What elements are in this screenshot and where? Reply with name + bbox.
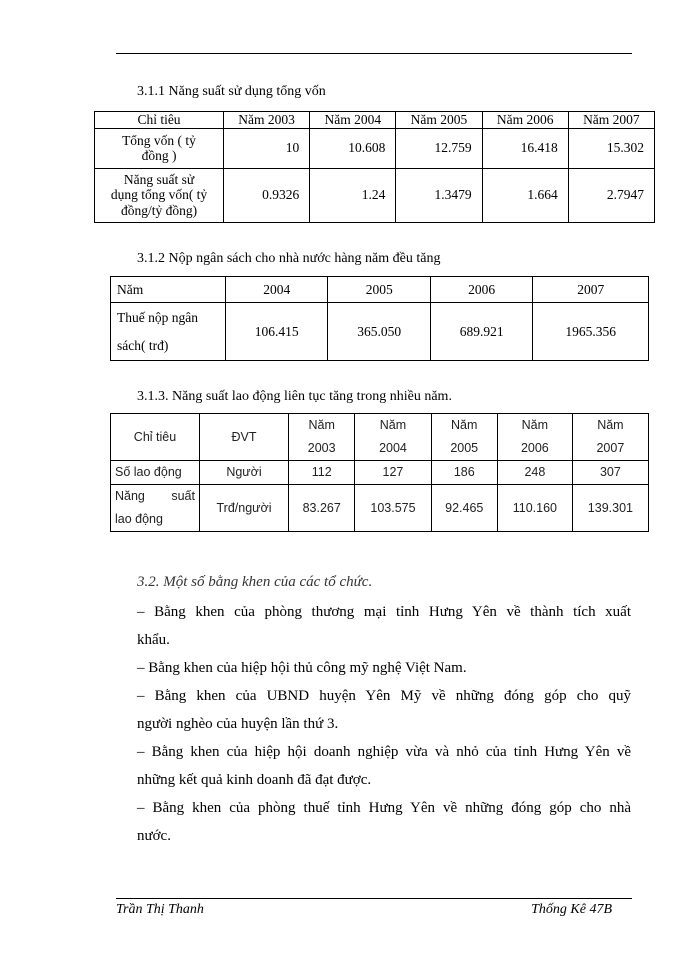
- list-item-line: – Bằng khen của hiệp hội doanh nghiệp vừa và nhỏ của tỉnh Hưng Yên về: [137, 744, 631, 760]
- header-cell: Chỉ tiêu: [95, 112, 224, 129]
- awards-list: [137, 598, 631, 850]
- table-cell: 139.301: [572, 485, 648, 532]
- row-label-word: suất: [171, 489, 195, 503]
- list-item: [137, 598, 631, 654]
- table-row: [111, 303, 649, 361]
- header-line: Năm: [521, 418, 549, 432]
- table-cell: 103.575: [355, 485, 431, 532]
- header-cell: [289, 414, 355, 461]
- table-row: [95, 168, 655, 222]
- list-item-line: nước.: [137, 828, 171, 844]
- header-cell: 2006: [430, 277, 532, 303]
- list-item-line: – Bằng khen của phòng thuế tỉnh Hưng Yên về những đóng góp cho nhà: [137, 800, 631, 816]
- section-heading-3-1-2: 3.1.2 Nộp ngân sách cho nhà nước hàng năm đều tăng: [137, 251, 441, 266]
- section-heading-3-1-3: 3.1.3. Năng suất lao động liên tục tăng trong nhiều năm.: [137, 389, 452, 404]
- list-item-line: khẩu.: [137, 632, 170, 648]
- capital-productivity-table: [94, 111, 655, 223]
- table-header-row: [111, 414, 649, 461]
- footer-author: Trần Thị Thanh: [116, 902, 204, 917]
- table-cell: 10: [224, 128, 310, 168]
- row-label: [95, 168, 224, 222]
- row-label: Số lao động: [111, 461, 200, 485]
- list-item: [137, 654, 631, 682]
- header-cell: 2004: [226, 277, 328, 303]
- header-rule: [116, 53, 632, 54]
- row-label-line: lao động: [115, 512, 163, 526]
- header-cell: ĐVT: [200, 414, 289, 461]
- section-heading-3-2: 3.2. Một số bằng khen của các tổ chức.: [137, 574, 373, 590]
- header-cell: [355, 414, 431, 461]
- table-cell-unit: Trđ/người: [200, 485, 289, 532]
- list-item: [137, 682, 631, 738]
- row-label-word: Năng: [115, 489, 145, 503]
- row-label-line: Năng suất sử: [123, 171, 195, 187]
- list-item-line: những kết quả kinh doanh đã đạt được.: [137, 772, 372, 788]
- header-cell: Năm: [111, 277, 226, 303]
- table-cell: 112: [289, 461, 355, 485]
- table-cell-unit: Người: [200, 461, 289, 485]
- table-cell: 1.24: [310, 168, 396, 222]
- row-label-line: dụng tổng vốn( tỷ: [110, 187, 208, 203]
- table-header-row: [111, 277, 649, 303]
- header-cell: Năm 2003: [224, 112, 310, 129]
- labor-productivity-table: [110, 413, 649, 532]
- list-item: [137, 738, 631, 794]
- table-cell: 15.302: [568, 128, 654, 168]
- row-label: [111, 303, 226, 361]
- row-label-line: sách( trđ): [117, 337, 169, 353]
- section-heading-3-1-1: 3.1.1 Năng suất sử dụng tổng vốn: [137, 84, 326, 99]
- row-label-line: đồng ): [141, 148, 177, 164]
- table-cell: 106.415: [226, 303, 328, 361]
- header-line: Năm: [308, 418, 335, 432]
- table-cell: 16.418: [482, 128, 568, 168]
- header-line: 2006: [520, 441, 549, 455]
- list-item: [137, 794, 631, 850]
- list-item-line: – Bằng khen của hiệp hội thủ công mỹ nghệ Việt Nam.: [137, 660, 467, 676]
- row-label: [95, 128, 224, 168]
- table-cell: 110.160: [497, 485, 572, 532]
- row-label-line: đồng/tỷ đồng): [120, 202, 198, 218]
- header-cell: [497, 414, 572, 461]
- footer-rule: [116, 898, 632, 899]
- header-cell: [431, 414, 497, 461]
- list-item-line: người nghèo của huyện lần thứ 3.: [137, 716, 339, 732]
- header-cell: 2007: [533, 277, 649, 303]
- table-row: [111, 461, 649, 485]
- table-cell: 689.921: [430, 303, 532, 361]
- table-cell: 307: [572, 461, 648, 485]
- row-label-line: Thuế nộp ngân: [117, 309, 198, 325]
- table-cell: 10.608: [310, 128, 396, 168]
- header-cell: 2005: [328, 277, 430, 303]
- header-cell: Năm 2005: [396, 112, 482, 129]
- list-item-line: – Bằng khen của UBND huyện Yên Mỹ về những đóng góp cho quỹ: [137, 688, 631, 704]
- table-row: [95, 128, 655, 168]
- header-cell: Năm 2007: [568, 112, 654, 129]
- table-row: [111, 485, 649, 532]
- table-cell: 365.050: [328, 303, 430, 361]
- row-label-line: Tổng vốn ( tỷ: [122, 132, 196, 148]
- budget-contribution-table: [110, 276, 649, 361]
- table-cell: 0.9326: [224, 168, 310, 222]
- header-cell: Chỉ tiêu: [111, 414, 200, 461]
- header-line: 2007: [596, 441, 625, 455]
- header-line: Năm: [597, 418, 624, 432]
- table-cell: 1.3479: [396, 168, 482, 222]
- table-cell: 1965.356: [533, 303, 649, 361]
- list-item-line: – Bằng khen của phòng thương mại tỉnh Hưng Yên về thành tích xuất: [137, 604, 631, 620]
- table-cell: 12.759: [396, 128, 482, 168]
- header-cell: Năm 2006: [482, 112, 568, 129]
- footer-class: Thống Kê 47B: [531, 902, 612, 917]
- table-cell: 2.7947: [568, 168, 654, 222]
- table-cell: 1.664: [482, 168, 568, 222]
- table-cell: 83.267: [289, 485, 355, 532]
- row-label: [111, 485, 200, 532]
- table-cell: 186: [431, 461, 497, 485]
- header-line: 2005: [450, 441, 479, 455]
- header-line: 2003: [307, 441, 336, 455]
- table-cell: 248: [497, 461, 572, 485]
- table-header-row: [95, 112, 655, 129]
- header-line: Năm: [451, 418, 478, 432]
- header-line: 2004: [379, 441, 407, 455]
- table-cell: 127: [355, 461, 431, 485]
- header-cell: [572, 414, 648, 461]
- header-cell: Năm 2004: [310, 112, 396, 129]
- header-line: Năm: [379, 418, 407, 432]
- row-label-line: [115, 485, 195, 508]
- table-cell: 92.465: [431, 485, 497, 532]
